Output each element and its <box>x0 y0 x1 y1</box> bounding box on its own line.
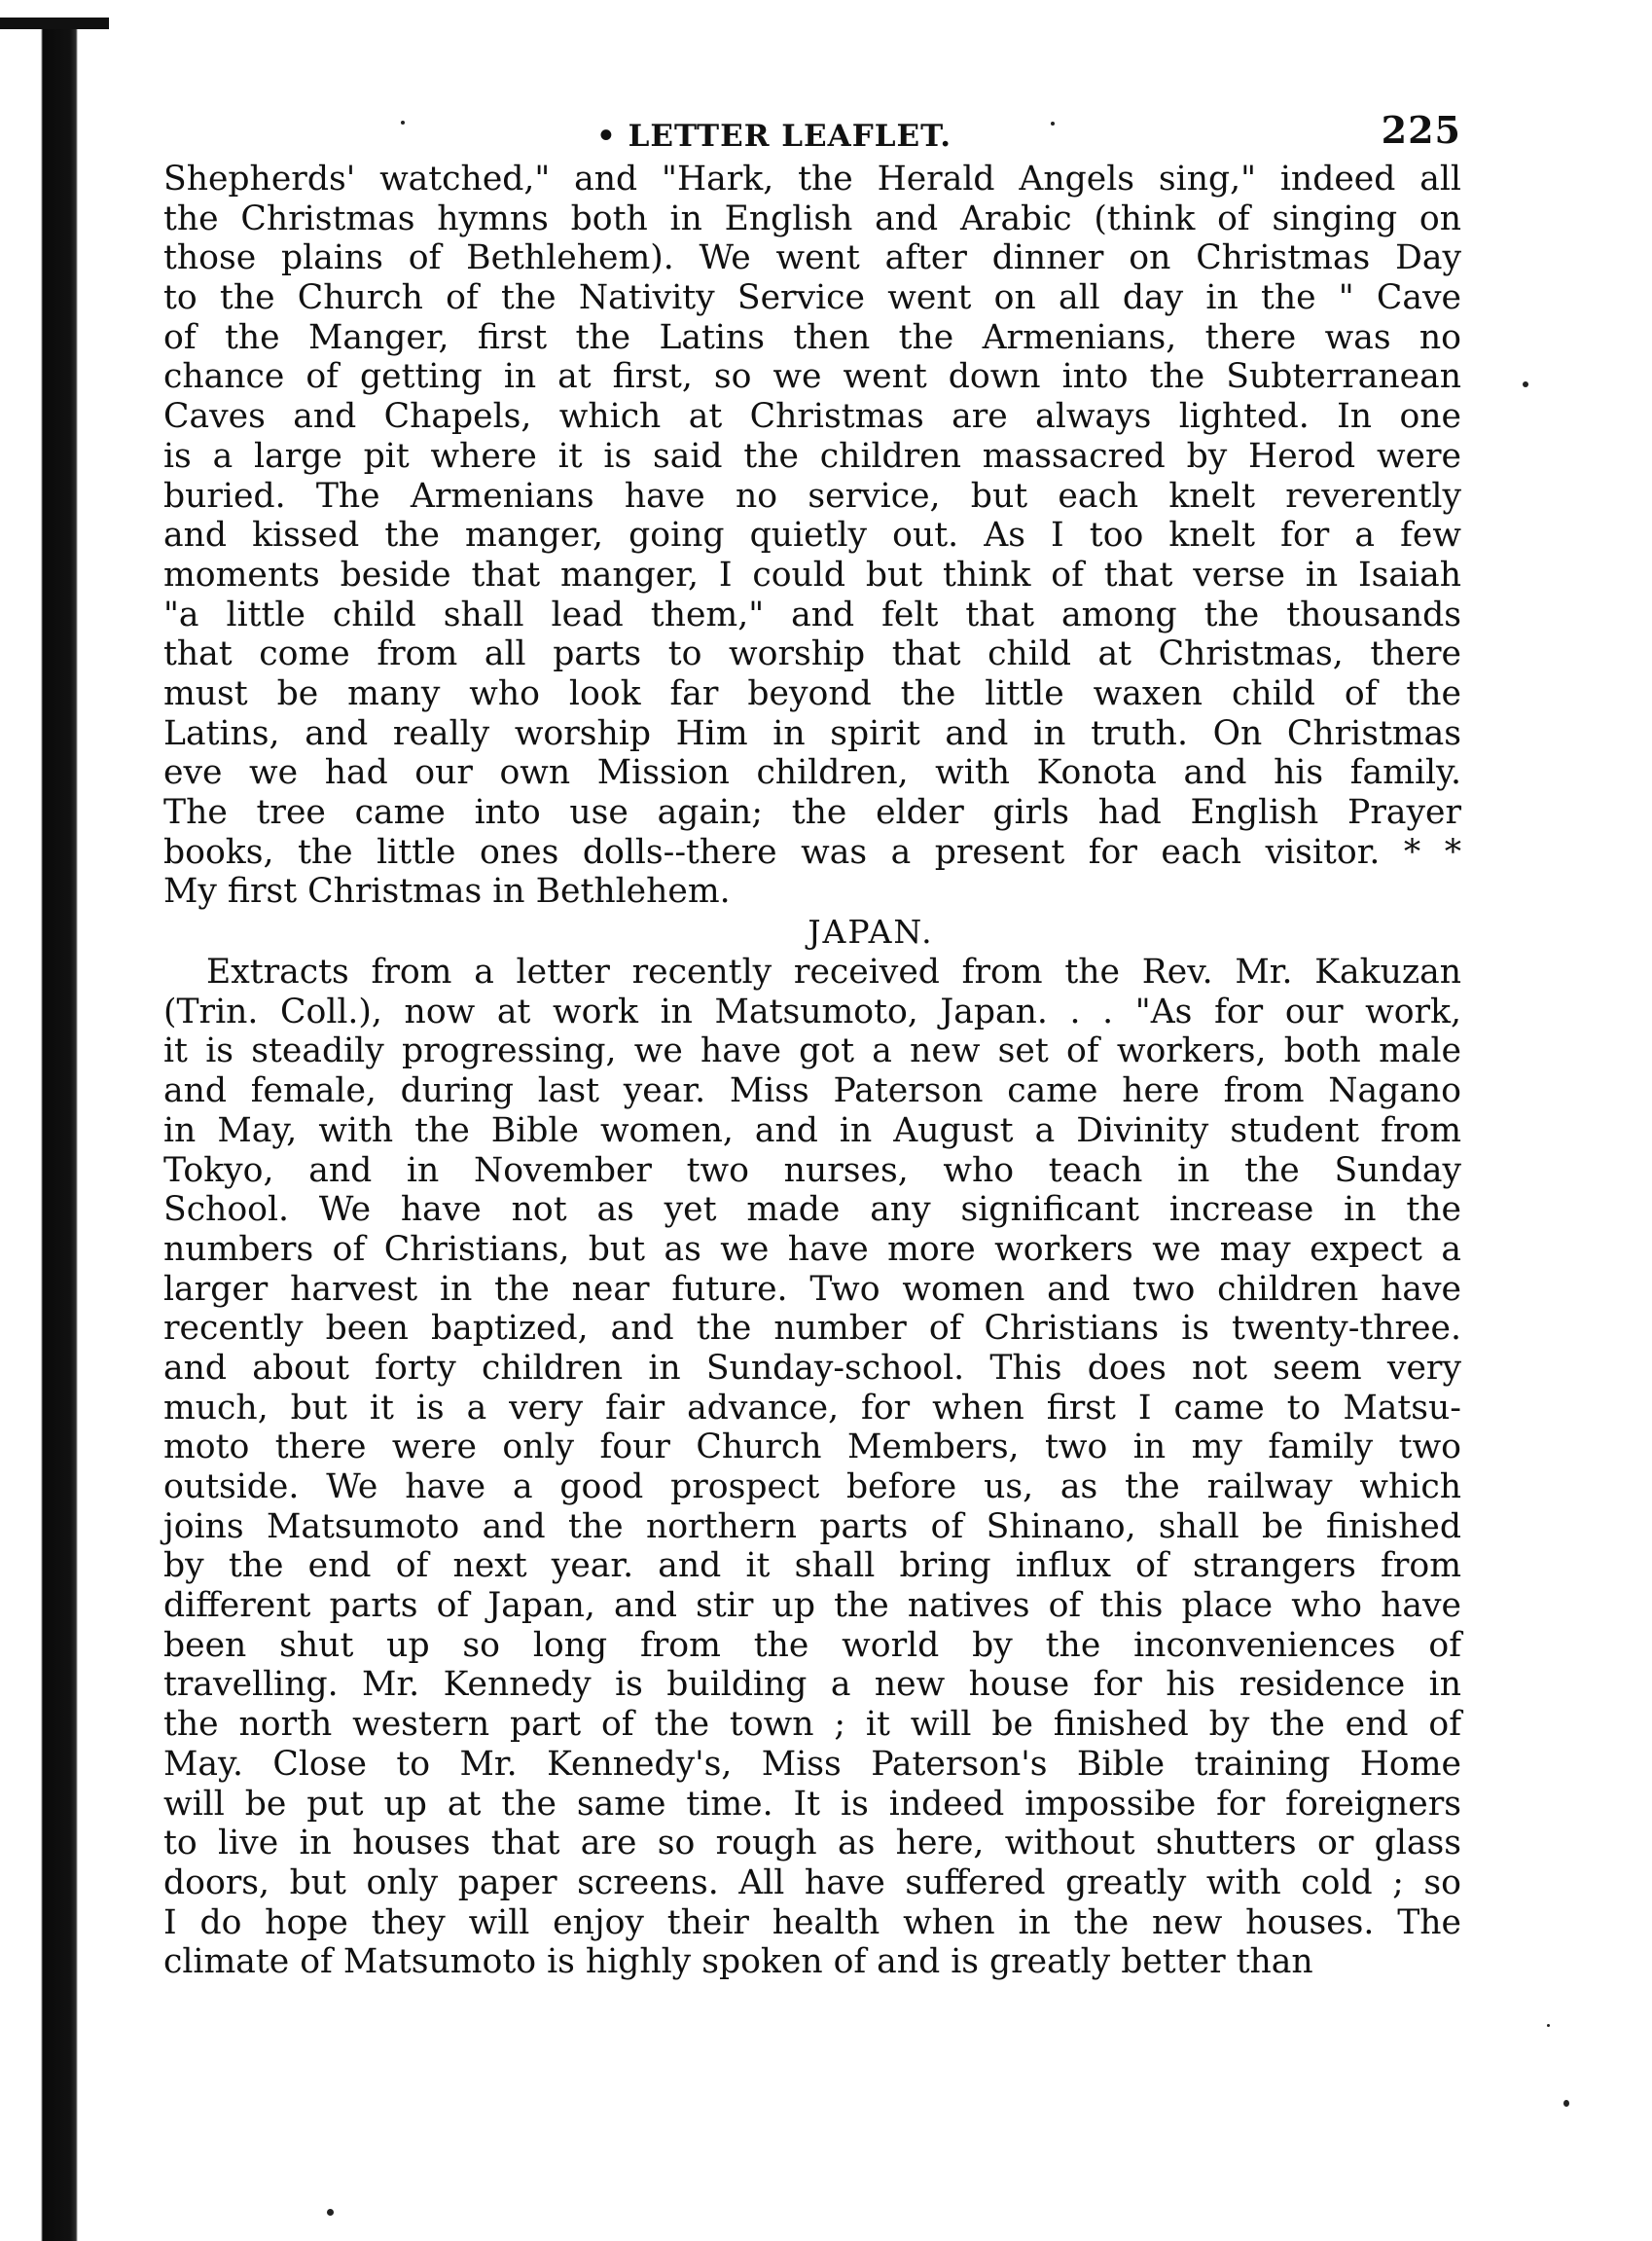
text-line: that come from all parts to worship that child at Christmas, there <box>163 634 1461 674</box>
scan-speck <box>1523 381 1528 387</box>
text-line: School. We have not as yet made any significant increase in the <box>163 1190 1461 1230</box>
book-spine-shadow <box>0 18 78 2241</box>
page-number: 225 <box>1381 108 1461 152</box>
text-line: to the Church of the Nativity Service went on all day in the " Cave <box>163 278 1461 318</box>
scan-speck <box>401 121 405 125</box>
text-line: the north western part of the town ; it will be finished by the end of <box>163 1705 1461 1745</box>
scan-speck <box>327 2209 334 2216</box>
text-line: moments beside that manger, I could but think of that verse in Isaiah <box>163 555 1461 595</box>
scan-speck <box>1547 2024 1550 2027</box>
text-line: by the end of next year. and it shall bring influx of strangers from <box>163 1546 1461 1586</box>
text-line: moto there were only four Church Members, two in my family two <box>163 1428 1461 1467</box>
text-line: buried. The Armenians have no service, but each knelt reverently <box>163 476 1461 516</box>
text-line: eve we had our own Mission children, with Konota and his family. <box>163 753 1461 793</box>
page-body <box>163 105 1461 1982</box>
text-line: much, but it is a very fair advance, for when first I came to Matsu- <box>163 1388 1461 1428</box>
text-line: and about forty children in Sunday-school. This does not seem very <box>163 1348 1461 1388</box>
page-header <box>163 105 1461 160</box>
text-line: is a large pit where it is said the children massacred by Herod were <box>163 436 1461 476</box>
text-line: it is steadily progressing, we have got a new set of workers, both male <box>163 1031 1461 1071</box>
text-line: May. Close to Mr. Kennedy's, Miss Paterson's Bible training Home <box>163 1744 1461 1784</box>
running-head: • LETTER LEAFLET. <box>596 119 952 154</box>
text-line: doors, but only paper screens. All have suffered greatly with cold ; so <box>163 1862 1461 1902</box>
text-line: joins Matsumoto and the northern parts of Shinano, shall be finished <box>163 1506 1461 1546</box>
text-line: different parts of Japan, and stir up the natives of this place who have <box>163 1586 1461 1626</box>
text-line: books, the little ones dolls--there was a present for each visitor. * * <box>163 832 1461 872</box>
text-line: Latins, and really worship Him in spirit and in truth. On Christmas <box>163 713 1461 753</box>
text-line: the Christmas hymns both in English and Arabic (think of singing on <box>163 199 1461 238</box>
text-line: climate of Matsumoto is highly spoken of and is greatly better than <box>163 1942 1313 1982</box>
scan-speck <box>1051 122 1055 126</box>
text-line: and female, during last year. Miss Paterson came here from Nagano <box>163 1071 1461 1111</box>
text-line: "a little child shall lead them," and felt that among the thousands <box>163 595 1461 634</box>
text-line: and kissed the manger, going quietly out. As I too knelt for a few <box>163 516 1461 556</box>
text-line: in May, with the Bible women, and in August a Divinity student from <box>163 1110 1461 1150</box>
text-line: The tree came into use again; the elder girls had English Prayer <box>163 793 1461 832</box>
text-line: of the Manger, first the Latins then the Armenians, there was no <box>163 317 1461 357</box>
text-line: (Trin. Coll.), now at work in Matsumoto, Japan. . . "As for our work, <box>163 992 1461 1031</box>
section-title-japan: JAPAN. <box>808 913 934 952</box>
book-spine-edge <box>0 18 109 29</box>
text-line: Extracts from a letter recently received from the Rev. Mr. Kakuzan <box>206 953 1461 993</box>
bethlehem-section <box>163 160 1461 912</box>
text-line: must be many who look far beyond the little waxen child of the <box>163 673 1461 713</box>
text-line: chance of getting in at first, so we went down into the Subterranean <box>163 357 1461 397</box>
text-line: My first Christmas in Bethlehem. <box>163 872 731 912</box>
text-line: Caves and Chapels, which at Christmas are always lighted. In one <box>163 397 1461 437</box>
text-line: I do hope they will enjoy their health when in the new houses. The <box>163 1902 1461 1942</box>
text-line: will be put up at the same time. It is indeed impossibe for foreigners <box>163 1784 1461 1824</box>
text-line: been shut up so long from the world by the inconveniences of <box>163 1625 1461 1665</box>
text-line: Tokyo, and in November two nurses, who teach in the Sunday <box>163 1150 1461 1190</box>
text-line: recently been baptized, and the number of Christians is twenty-three. <box>163 1309 1461 1349</box>
text-line: those plains of Bethlehem). We went after dinner on Christmas Day <box>163 238 1461 278</box>
text-line: Shepherds' watched," and "Hark, the Herald Angels sing," indeed all <box>163 160 1461 199</box>
text-line: outside. We have a good prospect before us, as the railway which <box>163 1467 1461 1506</box>
text-line: travelling. Mr. Kennedy is building a new house for his residence in <box>163 1665 1461 1705</box>
text-line: numbers of Christians, but as we have more workers we may expect a <box>163 1229 1461 1269</box>
text-line: to live in houses that are so rough as here, without shutters or glass <box>163 1824 1461 1863</box>
japan-section <box>163 953 1461 1982</box>
text-line: larger harvest in the near future. Two women and two children have <box>163 1269 1461 1309</box>
scan-speck <box>1563 2100 1569 2107</box>
